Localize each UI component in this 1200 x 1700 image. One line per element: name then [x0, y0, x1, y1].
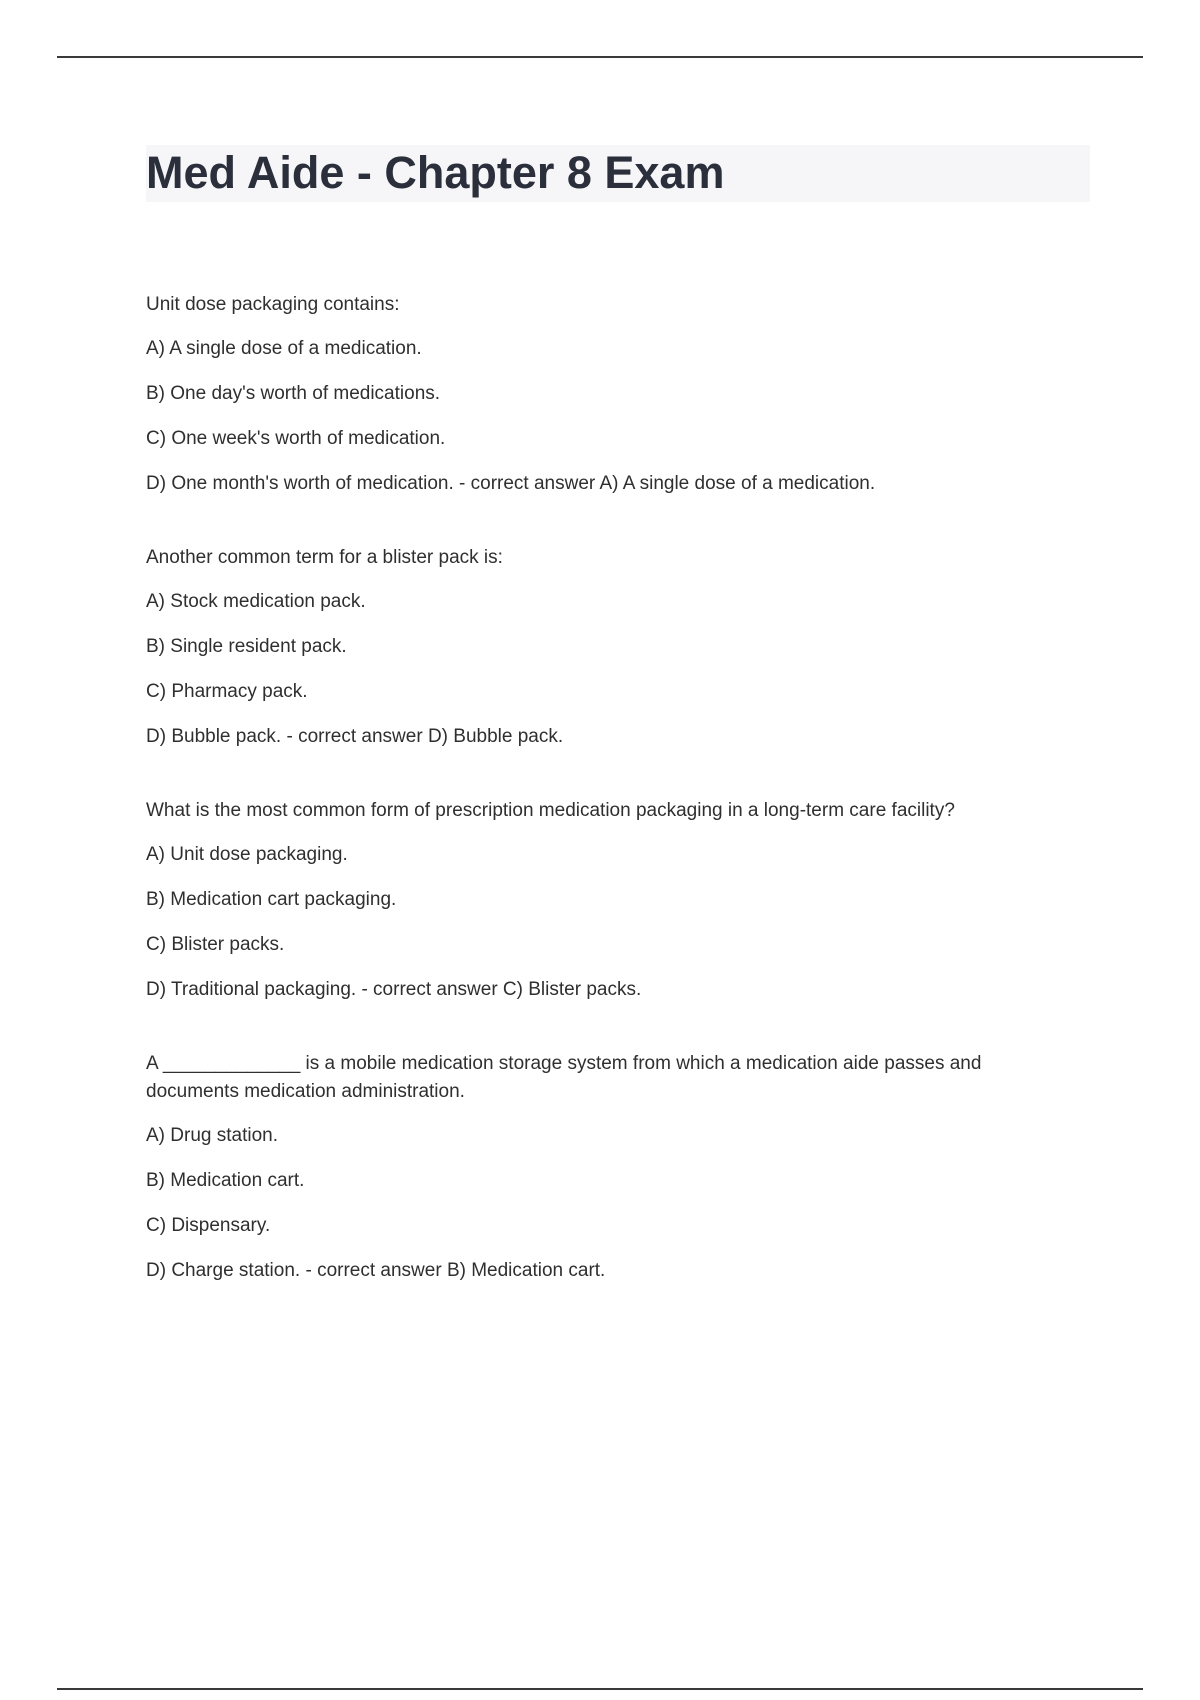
option-a: A) Stock medication pack. [146, 591, 366, 612]
question-2 [146, 544, 1046, 751]
option-c: C) Pharmacy pack. [146, 681, 308, 702]
option-a: A) Drug station. [146, 1125, 278, 1146]
option-b: B) Medication cart packaging. [146, 889, 397, 910]
option-a: A) A single dose of a medication. [146, 338, 422, 359]
option-d-with-answer: D) Charge station. - correct answer B) Medication cart. [146, 1260, 606, 1281]
question-1 [146, 291, 1046, 498]
question-list [146, 291, 1046, 1331]
question-prompt: A _____________ is a mobile medication storage system from which a medication aide passes and documents medication administration. [146, 1053, 982, 1102]
option-b: B) Single resident pack. [146, 636, 347, 657]
question-prompt: Unit dose packaging contains: [146, 294, 400, 315]
option-d-with-answer: D) One month's worth of medication. - correct answer A) A single dose of a medication. [146, 473, 876, 494]
question-4 [146, 1050, 1046, 1285]
bottom-rule [57, 1688, 1143, 1690]
option-b: B) Medication cart. [146, 1170, 305, 1191]
question-3 [146, 797, 1046, 1004]
top-rule [57, 56, 1143, 58]
option-c: C) One week's worth of medication. [146, 428, 446, 449]
question-prompt: What is the most common form of prescription medication packaging in a long-term care facility? [146, 800, 955, 821]
option-d-with-answer: D) Bubble pack. - correct answer D) Bubble pack. [146, 726, 564, 747]
question-prompt: Another common term for a blister pack is: [146, 547, 503, 568]
option-b: B) One day's worth of medications. [146, 383, 441, 404]
option-c: C) Dispensary. [146, 1215, 271, 1236]
option-a: A) Unit dose packaging. [146, 844, 348, 865]
option-d-with-answer: D) Traditional packaging. - correct answer C) Blister packs. [146, 979, 642, 1000]
document-title: Med Aide - Chapter 8 Exam [146, 147, 725, 198]
option-c: C) Blister packs. [146, 934, 285, 955]
